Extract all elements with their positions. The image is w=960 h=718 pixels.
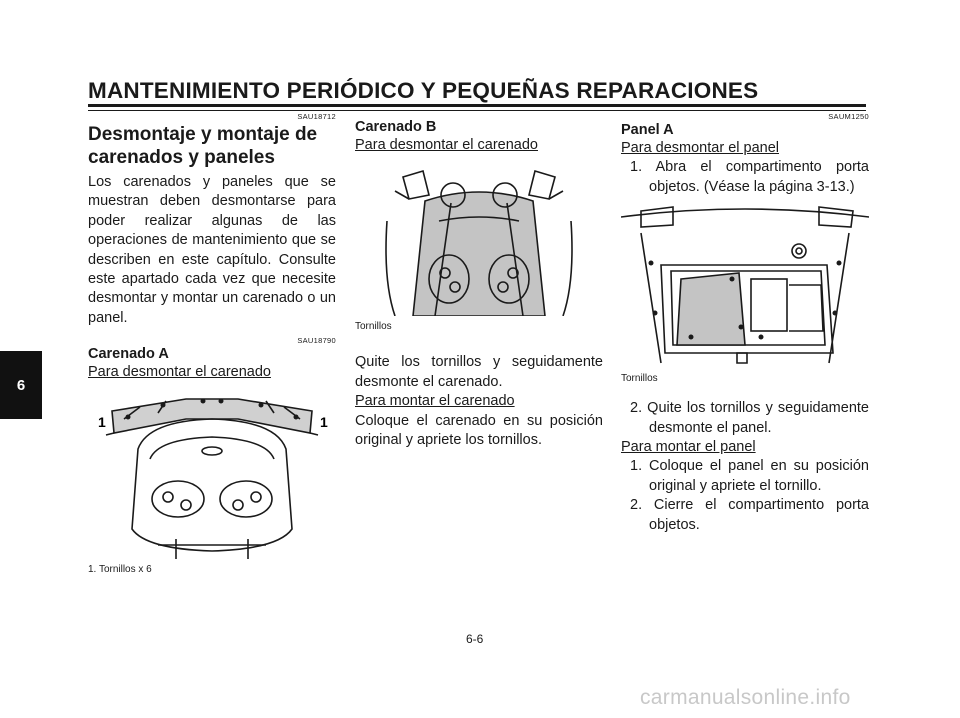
column-right	[621, 112, 869, 535]
page-number: 6-6	[466, 632, 484, 646]
intro-paragraph: Los carenados y paneles que se muestran deben desmontarse para poder realizar algunas de las operaciones de mantenimiento que se describen en este capítulo. Consulte este apartado cada vez que necesite desmontar y montar un carenado o un panel.	[88, 174, 336, 326]
list-item: 2. Quite los tornillos y seguidamente desmonte el panel.	[630, 400, 869, 436]
remove-text: Quite los tornillos y seguidamente desmonte el carenado.	[355, 354, 603, 390]
watermark: carmanualsonline.info	[640, 686, 851, 709]
figure-caption: Tornillos	[621, 373, 658, 385]
section-heading: Desmontaje y montaje de carenados y paneles	[88, 124, 318, 168]
figure-caption: 1. Tornillos x 6	[88, 563, 152, 575]
page-header-title: MANTENIMIENTO PERIÓDICO Y PEQUEÑAS REPARACIONES	[88, 78, 759, 103]
section-code: SAU18790	[297, 336, 336, 346]
remove-fairing-title: Para desmontar el carenado	[355, 137, 538, 153]
install-text: Coloque el carenado en su posición original y apriete los tornillos.	[355, 412, 603, 449]
remove-steps	[621, 158, 869, 197]
section-code: SAU18712	[297, 112, 336, 121]
remove-fairing-title: Para desmontar el carenado	[88, 364, 271, 381]
list-item: 2. Cierre el compartimento porta objetos.	[630, 497, 869, 533]
remove-panel-title: Para desmontar el panel	[621, 140, 779, 156]
fairing-b-illustration	[355, 161, 603, 316]
subheading-carenado-a: Carenado A	[88, 346, 169, 363]
list-item: 1. Coloque el panel en su posición original y apriete el tornillo.	[630, 458, 869, 494]
install-fairing-title: Para montar el carenado	[355, 393, 515, 410]
column-middle	[355, 118, 603, 450]
subheading-panel-a: Panel A	[621, 122, 674, 138]
chapter-tab: 6	[0, 351, 42, 419]
column-left	[88, 112, 336, 576]
callout-number: 1	[98, 413, 106, 430]
figure-caption: Tornillos	[355, 321, 392, 333]
subheading-carenado-b: Carenado B	[355, 119, 437, 135]
panel-a-illustration	[621, 203, 869, 368]
remove-steps-continued	[621, 399, 869, 438]
callout-number: 1	[320, 413, 328, 430]
fairing-a-illustration	[88, 389, 336, 559]
install-steps	[621, 457, 869, 535]
install-panel-title: Para montar el panel	[621, 439, 756, 456]
header-rule	[88, 104, 866, 111]
section-code: SAUM1250	[828, 112, 869, 121]
list-item: 1. Abra el compartimento porta objetos. (Véase la página 3-13.)	[630, 159, 869, 195]
